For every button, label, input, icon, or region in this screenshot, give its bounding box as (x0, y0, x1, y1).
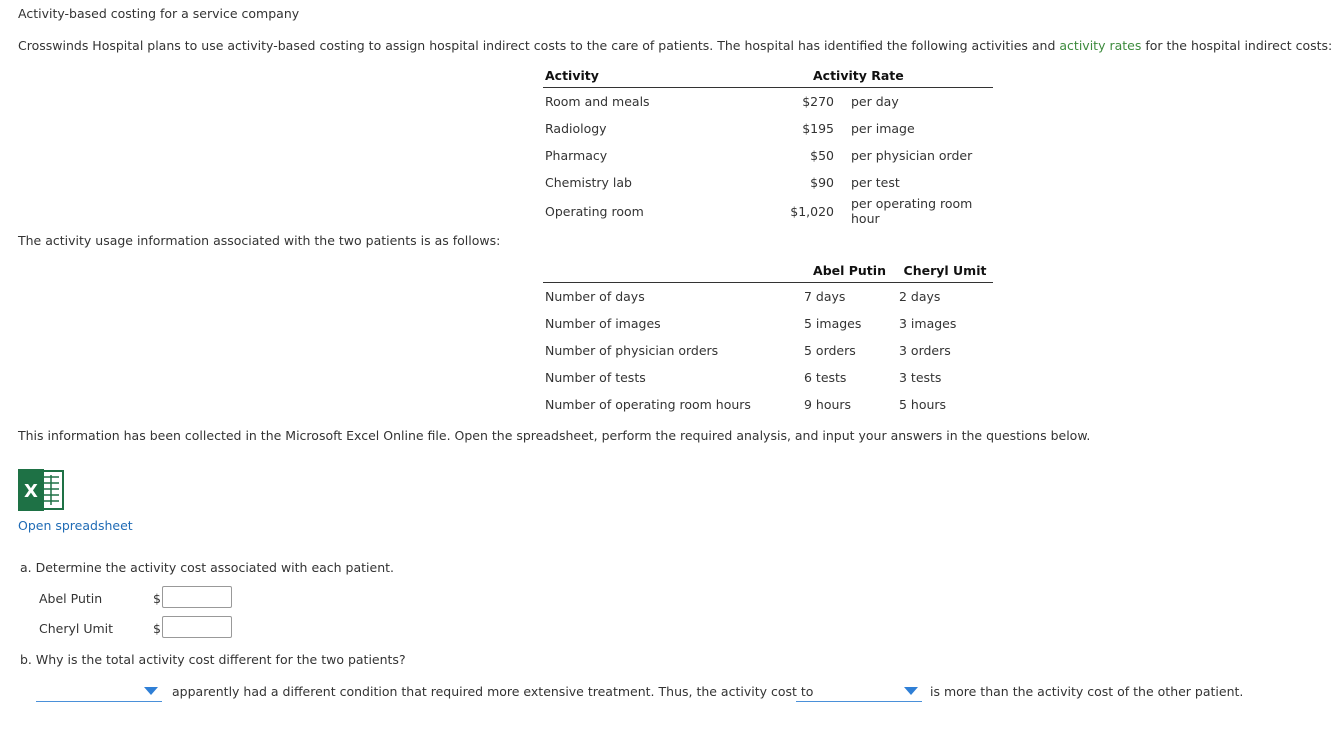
currency-symbol: $ (153, 591, 161, 606)
intro-prefix: Crosswinds Hospital plans to use activity-based costing to assign hospital indirect costs to the care of patients. The hospital has identified the following activities and (18, 38, 1060, 53)
patient-select-1[interactable] (36, 683, 162, 702)
rate-unit: per operating room hour (851, 196, 973, 226)
activity-usage-table (543, 258, 993, 418)
abel-usage: 7 days (804, 289, 846, 304)
intro-paragraph (18, 38, 1332, 53)
activity-name: Operating room (545, 203, 644, 219)
rate-amount: $195 (802, 121, 834, 136)
table-row (543, 310, 993, 337)
cheryl-usage: 5 hours (899, 397, 947, 412)
cheryl-usage: 3 images (899, 316, 957, 331)
rate-amount: $1,020 (790, 203, 834, 219)
abel-putin-cost-input[interactable] (162, 586, 232, 608)
rate-amount: $90 (810, 175, 834, 190)
cheryl-umit-cost-input[interactable] (162, 616, 232, 638)
usage-intro: The activity usage information associated with the two patients is as follows: (18, 233, 501, 248)
table-row (543, 115, 993, 142)
excel-icon[interactable] (18, 469, 65, 511)
cheryl-umit-header: Cheryl Umit (897, 258, 993, 283)
cheryl-usage: 2 days (899, 289, 941, 304)
abel-usage: 6 tests (804, 370, 847, 385)
activity-name: Room and meals (545, 94, 650, 109)
activity-rate-table (543, 63, 993, 226)
table-row (543, 142, 993, 169)
intro-suffix: for the hospital indirect costs: (1141, 38, 1332, 53)
rate-amount: $270 (802, 94, 834, 109)
question-b-text-end: is more than the activity cost of the other patient. (930, 684, 1244, 699)
cheryl-usage: 3 orders (899, 343, 951, 358)
usage-label: Number of images (545, 316, 661, 331)
question-a-prompt: a. Determine the activity cost associated with each patient. (20, 560, 395, 575)
abel-usage: 5 images (804, 316, 862, 331)
table-row (543, 364, 993, 391)
table-row (543, 196, 993, 226)
activity-name: Pharmacy (545, 148, 608, 163)
usage-label: Number of physician orders (545, 343, 719, 358)
chevron-down-icon (904, 687, 918, 695)
activity-name: Chemistry lab (545, 175, 632, 190)
svg-text:X: X (24, 481, 38, 502)
cheryl-umit-label: Cheryl Umit (39, 621, 114, 636)
currency-symbol: $ (153, 621, 161, 636)
rate-unit: per image (851, 121, 915, 136)
usage-blank-header (543, 258, 802, 283)
abel-putin-label: Abel Putin (39, 591, 103, 606)
page-heading: Activity-based costing for a service company (18, 6, 300, 21)
usage-label: Number of operating room hours (545, 397, 751, 412)
patient-select-2[interactable] (796, 683, 922, 702)
abel-usage: 5 orders (804, 343, 856, 358)
open-spreadsheet-link[interactable]: Open spreadsheet (18, 518, 133, 533)
table-row (543, 169, 993, 196)
activity-header: Activity (543, 63, 777, 88)
activity-name: Radiology (545, 121, 607, 136)
table-row (543, 88, 993, 116)
table-row (543, 337, 993, 364)
rate-unit: per day (851, 94, 899, 109)
rate-unit: per physician order (851, 148, 973, 163)
cheryl-usage: 3 tests (899, 370, 942, 385)
table-row (543, 391, 993, 418)
chevron-down-icon (144, 687, 158, 695)
usage-label: Number of tests (545, 370, 646, 385)
question-b-text-mid: apparently had a different condition that required more extensive treatment. Thus, the activity cost to (172, 684, 814, 699)
abel-usage: 9 hours (804, 397, 852, 412)
activity-rate-header: Activity Rate (777, 63, 993, 88)
usage-label: Number of days (545, 289, 645, 304)
table-row (543, 283, 993, 311)
question-b-prompt: b. Why is the total activity cost different for the two patients? (20, 652, 406, 667)
rate-unit: per test (851, 175, 900, 190)
excel-note: This information has been collected in the Microsoft Excel Online file. Open the spreadsheet, perform the required analysis, and input your answers in the questions below. (18, 428, 1091, 443)
activity-rates-link[interactable]: activity rates (1059, 38, 1142, 53)
abel-putin-header: Abel Putin (802, 258, 897, 283)
rate-amount: $50 (810, 148, 834, 163)
